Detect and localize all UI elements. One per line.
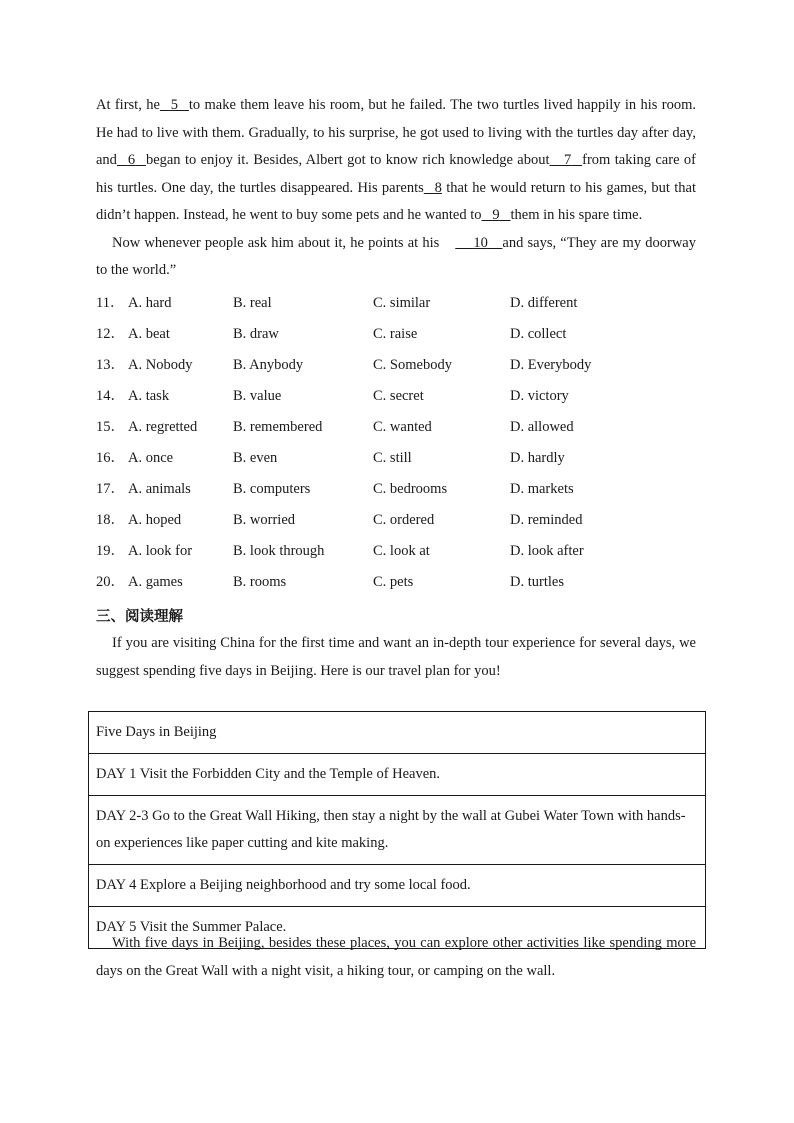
option-d: D. look after (510, 543, 584, 560)
option-b: B. computers (233, 481, 311, 498)
option-a: A. once (128, 449, 174, 466)
question-number: 15． (96, 418, 125, 435)
option-b: B. value (233, 387, 282, 404)
table-cell: Five Days in Beijing (89, 712, 706, 754)
option-c: C. Somebody (373, 356, 452, 373)
table-cell: DAY 2-3 Go to the Great Wall Hiking, then stay a night by the wall at Gubei Water Town with hands-on experiences like paper cutting and kite making. (89, 796, 706, 865)
option-d: D. victory (510, 387, 569, 404)
passage-text: Now whenever people ask him about it, he points at his (112, 234, 440, 251)
option-d: D. hardly (510, 449, 565, 466)
question-number: 16． (96, 449, 125, 466)
question-15 (96, 412, 696, 443)
blank-9: 9 (492, 207, 500, 223)
table-row (89, 754, 706, 796)
document-page (96, 92, 697, 979)
option-a: A. hoped (128, 512, 182, 529)
question-number: 11． (96, 294, 125, 311)
question-number: 19． (96, 543, 125, 560)
option-a: A. task (128, 387, 170, 404)
question-number: 14． (96, 387, 125, 404)
question-number: 12． (96, 325, 125, 342)
passage-text: from taking care of his turtles. One day, the turtles disappeared. His parents (96, 152, 696, 196)
option-b: B. real (233, 294, 272, 311)
option-a: A. beat (128, 325, 170, 342)
option-d: D. turtles (510, 574, 564, 591)
option-c: C. wanted (373, 418, 432, 435)
option-c: C. pets (373, 574, 414, 591)
option-c: C. look at (373, 543, 430, 560)
option-b: B. worried (233, 512, 296, 529)
travel-plan-table (88, 711, 706, 949)
question-13 (96, 350, 696, 381)
question-18 (96, 505, 696, 536)
option-c: C. still (373, 449, 412, 466)
option-c: C. raise (373, 325, 418, 342)
option-a: A. hard (128, 294, 172, 311)
passage-text: them in his spare time. (510, 207, 643, 223)
option-b: B. look through (233, 543, 325, 560)
table-row (89, 865, 706, 907)
passage-text: that he would return to his games, but that didn’t happen. Instead, he went to buy some pets and he wanted to (96, 179, 697, 223)
option-d: D. different (510, 294, 578, 311)
passage-text: began to enjoy it. Besides, Albert got to know rich knowledge about (145, 152, 550, 168)
option-a: A. Nobody (128, 356, 193, 373)
question-19 (96, 536, 696, 567)
option-b: B. remembered (233, 418, 323, 435)
option-a: A. games (128, 574, 183, 591)
option-b: B. Anybody (233, 356, 304, 373)
question-11 (96, 288, 696, 319)
option-b: B. draw (233, 325, 279, 342)
table-cell: DAY 1 Visit the Forbidden City and the Temple of Heaven. (89, 754, 706, 796)
question-number: 20． (96, 574, 125, 591)
table-cell: DAY 5 Visit the Summer Palace. (89, 907, 706, 949)
question-17 (96, 474, 696, 505)
option-d: D. allowed (510, 418, 574, 435)
blank-5: 5 (170, 97, 179, 113)
question-number: 17． (96, 481, 125, 498)
blank-8: 8 (434, 179, 442, 196)
question-16 (96, 443, 696, 474)
question-12 (96, 319, 696, 350)
question-number: 13． (96, 356, 125, 373)
option-d: D. reminded (510, 512, 583, 529)
reading-after-table: With five days in Beijing, besides these places, you can explore other activities like spending more days on the Great Wall with a night visit, a hiking tour, or camping on the wall. (96, 935, 696, 979)
blank-6: 6 (127, 152, 136, 168)
option-a: A. animals (128, 481, 191, 498)
option-c: C. bedrooms (373, 481, 448, 498)
table-cell: DAY 4 Explore a Beijing neighborhood and try some local food. (89, 865, 706, 907)
passage-paragraph-2 (96, 230, 696, 285)
question-14 (96, 381, 696, 412)
passage-text: At first, he (96, 97, 160, 113)
option-a: A. regretted (128, 418, 198, 435)
table-row (89, 712, 706, 754)
passage-paragraph-1 (96, 92, 696, 230)
option-d: D. collect (510, 325, 567, 342)
option-b: B. even (233, 449, 278, 466)
passage-text: to make them leave his room, but he failed. The two turtles lived happily in his room. He had to live with them. Gradually, to his surprise, he got used to living with the turtles day after day, and (96, 97, 697, 168)
table-row (89, 796, 706, 865)
option-b: B. rooms (233, 574, 287, 591)
blank-7: 7 (564, 152, 572, 168)
option-d: D. Everybody (510, 356, 592, 373)
reading-intro: If you are visiting China for the first time and want an in-depth tour experience for several days, we suggest spending five days in Beijing. Here is our travel plan for you! (96, 635, 696, 679)
question-list (96, 288, 696, 599)
option-a: A. look for (128, 543, 193, 560)
option-c: C. secret (373, 387, 424, 404)
option-d: D. markets (510, 481, 574, 498)
option-c: C. ordered (373, 512, 435, 529)
option-c: C. similar (373, 294, 431, 311)
passage-text: and says, “They are my doorway to the world.” (96, 234, 696, 278)
blank-10: 10 (473, 234, 488, 251)
question-20 (96, 567, 696, 598)
section-title: 三、阅读理解 (96, 609, 183, 626)
question-number: 18． (96, 512, 125, 529)
